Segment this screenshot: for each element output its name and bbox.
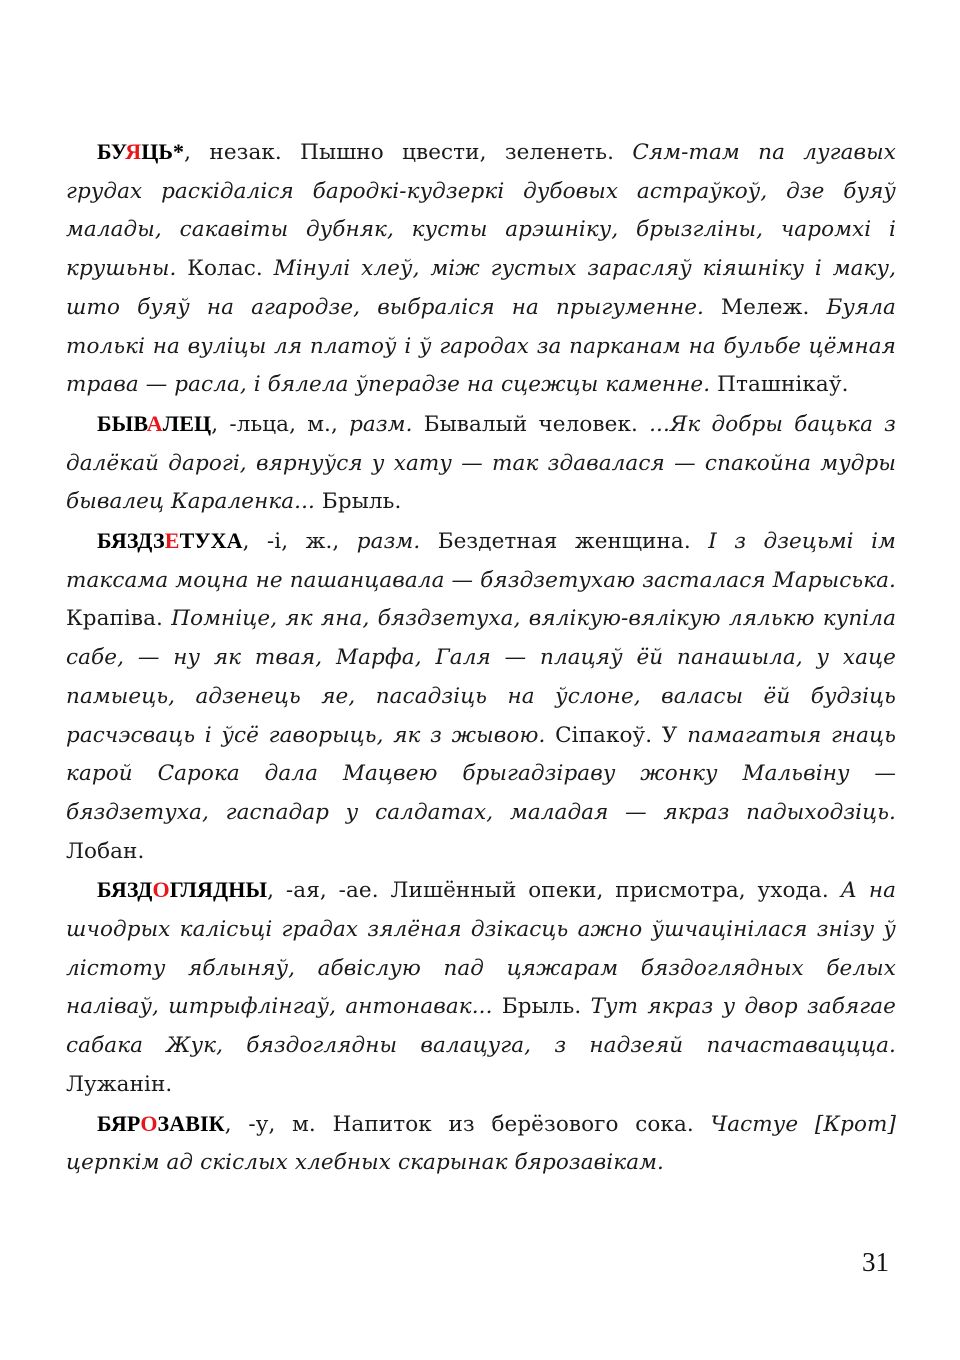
grammar: , -у, м.	[224, 1111, 316, 1137]
stress-accent: О	[140, 1110, 158, 1136]
quotation: памагатыя гнаць карой Сарока дала Мацвею брыгадзіраву жонку Мальвіну — бяздзетуха, гаспадар у салдатах, маладая — якраз падыходзіць.	[66, 722, 897, 825]
source: Пташнікаў.	[710, 372, 849, 398]
gloss: Напиток из берёзового сока.	[315, 1111, 694, 1137]
dictionary-page	[66, 133, 896, 1183]
source: Крапіва.	[66, 606, 163, 632]
entry-byazdoglyadny	[66, 871, 896, 1104]
style-label: разм.	[349, 411, 413, 437]
grammar: , -і, ж.,	[242, 529, 357, 555]
grammar: , -ая, -ае.	[267, 878, 379, 904]
quotation: Мінулі хлеў, між густых зарасляў кіяшніку і маку, што буяў на агародзе, выбраліся на прыгуменне.	[66, 256, 896, 320]
source: Брыль.	[492, 994, 582, 1020]
source: Сіпакоў.	[545, 722, 653, 748]
stress-accent: Е	[164, 528, 180, 554]
headword: БУЯЦЬ*	[97, 139, 185, 164]
entry-byvalets	[66, 405, 896, 522]
source: Лобан.	[66, 838, 145, 864]
quotation: І з дзецьмі ім таксама моцна не пашанцавала — бяздзетухаю засталася Марыська.	[66, 529, 896, 593]
headword: БЯЗДОГЛЯДНЫ	[97, 877, 268, 903]
gloss: Лишённый опеки, присмотра, ухода.	[378, 878, 829, 904]
source: Мележ.	[703, 294, 810, 320]
entry-byarozavik	[66, 1105, 896, 1183]
quotation: Частуе [Крот] церпкім ад скіслых хлебных скарынак бярозавікам.	[66, 1111, 897, 1176]
gloss: Бездетная женщина.	[420, 529, 691, 555]
quotation-start: У	[652, 722, 678, 748]
page-number: 31	[862, 1247, 889, 1277]
style-label: разм.	[356, 529, 421, 555]
entry-byazdzetukha	[66, 522, 896, 871]
source: Брыль.	[315, 489, 402, 515]
grammar: , незак.	[184, 140, 282, 165]
source: Лужанін.	[66, 1071, 173, 1097]
headword: БЯРОЗАВІК	[97, 1110, 225, 1136]
stress-accent: А	[146, 410, 163, 436]
grammar: , -льца, м.,	[211, 411, 350, 437]
entry-buyats	[66, 133, 896, 405]
quotation: А на шчодрых калісьці градах зялёная дзікасць ажно ўшчацінілася знізу ў лістоту яблыняў, абвіслую пад цяжарам бяздоглядных белых наліваў, штрыфлінгаў, антонавак...	[66, 878, 896, 1020]
quotation: Помніце, як яна, бяздзетуха, вялікую-вялікую лялькю купіла сабе, — ну як твая, Марфа, Галя — плацяў ёй панашыла, у хаце памыець, адзенець яе, пасадзіць на ўслоне, валасы ёй будзіць расчэсваць і ўсё гаворыць, як з жывою.	[66, 606, 896, 748]
gloss: Бывалый человек.	[412, 411, 638, 437]
headword: БЫВАЛЕЦ	[97, 410, 212, 436]
gloss: Пышно цвести, зеленеть.	[281, 140, 615, 165]
headword: БЯЗДЗЕТУХА	[97, 528, 243, 554]
quotation: Тут якраз у двор забягае сабака Жук, бяздоглядны валацуга, з надзеяй пачаставаццца.	[66, 994, 896, 1059]
quotation: Буяла толькі на вуліцы ля платоў і ў гародах за парканам на бульбе цёмная трава — расла, і бялела ўперадзе на сцежцы каменне.	[66, 294, 896, 398]
source: Колас.	[176, 256, 263, 282]
quotation: Сям-там па лугавых грудах раскідаліся бародкі-кудзеркі дубовых астраўкоў, дзе буяў малады, сакавіты дубняк, кусты арэшніку, брызгліны, чаромхі і крушьны.	[66, 140, 896, 282]
quotation: ...Як добры бацька з далёкай дарогі, вярнуўся у хату — так здавалася — спакойна мудры бывалец Караленка...	[66, 411, 896, 515]
stress-accent: Я	[125, 139, 142, 164]
stress-accent: О	[152, 877, 170, 903]
